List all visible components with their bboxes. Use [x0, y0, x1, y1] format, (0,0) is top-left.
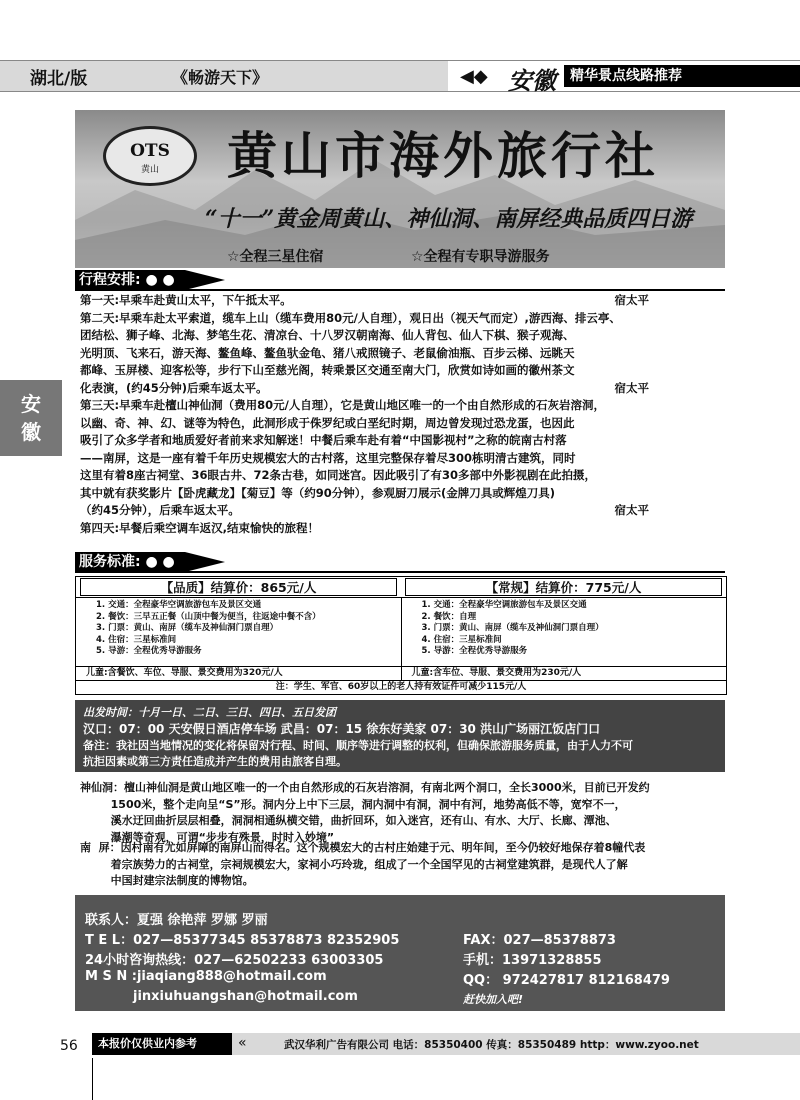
logo-text: OTS — [130, 141, 170, 161]
logo-subtext: 黄山 — [140, 165, 159, 175]
arrow-triangle-icon — [185, 270, 225, 290]
region-label: 湖北/版 — [30, 69, 88, 89]
itinerary-line: 团结松、狮子峰、北海、梦笔生花、清凉台、十八罗汉朝南海、仙人背包、仙人下棋、猴子观海、 — [80, 328, 575, 342]
divider — [75, 289, 725, 291]
arrow-diamond-icon: ◀◆ — [460, 66, 488, 87]
desc-line: 溪水迂回曲折层层相叠，洞洞相通纵横交错，曲折回环，如入迷宫，还有山、有水、大厅、长廊、潭池、 — [80, 814, 617, 827]
premium-items — [76, 598, 401, 666]
itinerary-line: 光明顶、飞来石，游天海、鳌鱼峰、鳌鱼驮金龟、猪八戒照镜子、老鼠偷油瓶、百步云梯、远眺天 — [80, 345, 575, 360]
list-item: 4. 住宿：三星标准间 — [96, 634, 177, 645]
itinerary-line: 都峰、玉屏楼、迎客松等，步行下山至慈光阁，转乘景区交通至南大门，欣赏如诗如画的徽州茶文 — [80, 363, 575, 377]
service-table — [75, 576, 727, 695]
service-tier-headers — [76, 577, 726, 597]
standard-child-price: 儿童:含车位、导服、景交费用为230元/人 — [401, 667, 727, 680]
departure-dates: 出发时间：十月一日、二日、三日、四日、五日发团 — [83, 706, 336, 719]
itinerary-line: 第三天:早乘车赴檀山神仙洞（费用80元/人自理），它是黄山地区唯一的一个由自然形成的石灰岩溶洞， — [80, 398, 606, 412]
itinerary-heading: 行程安排: ● ● — [75, 270, 185, 290]
hero-banner — [75, 110, 725, 268]
discount-note: 注：学生、军官、60岁以上的老人持有效证件可减少115元/人 — [76, 680, 726, 694]
departure-locations: 汉口：07：00 天安假日酒店停车场 武昌：07：15 徐东好美家 07：30 洪山广场丽江饭店门口 — [83, 722, 601, 736]
service-details — [76, 597, 726, 666]
itinerary-line: 第四天:早餐后乘空调车返汉,结束愉快的旅程！ — [80, 520, 319, 535]
list-item: 4. 住宿：三星标准间 — [421, 634, 502, 645]
arrow-triangle-icon — [185, 552, 225, 572]
standard-items — [401, 598, 727, 666]
itinerary-line: 第一天:早乘车赴黄山太平，下午抵太平。 宿太平 — [80, 293, 649, 307]
desc-line: 1500米，整个走向呈“S”形。洞内分上中下三层，洞内洞中有洞，洞中有河，地势高低不等，宽窄不一， — [80, 797, 626, 811]
footer-company: 武汉华利广告有限公司 电话：85350400 传真：85350489 http：www.zyoo.net — [284, 1039, 699, 1051]
cave-description — [80, 780, 725, 846]
service-heading-bar — [75, 552, 725, 572]
itinerary-body — [0, 292, 800, 542]
footer-rule — [92, 1058, 93, 1100]
nanping-description — [80, 840, 725, 890]
itinerary-line: 这里有着8座古祠堂、36眼古井、72条古巷，如同迷宫。因此吸引了有30多部中外影视剧在此拍摄， — [80, 468, 597, 482]
feature-hotel: ☆全程三星住宿 — [227, 249, 324, 265]
magazine-title: 《畅游天下》 — [172, 68, 269, 87]
itinerary-heading-bar — [75, 270, 725, 290]
departure-box — [75, 700, 725, 772]
list-item: 2. 餐饮：自理 — [421, 611, 477, 622]
list-item: 5. 导游：全程优秀导游服务 — [421, 646, 528, 656]
desc-line: 瀑潮等奇观，可谓“步步有殊景，时时入妙境” — [80, 830, 335, 844]
itinerary-line: 第二天:早乘车赴太平索道，缆车上山（缆车费用80元/人自理），观日出（视天气而定）,游西海、排云亭、 — [80, 310, 621, 325]
list-item: 5. 导游：全程优秀导游服务 — [96, 646, 202, 656]
footer-band — [92, 1033, 800, 1055]
itinerary-line: 以幽、奇、神、幻、谜等为特色，此洞形成于侏罗纪或白垩纪时期，周边曾发现过恐龙蛋，也因此 — [80, 415, 575, 430]
province-label: 安徽 — [508, 66, 556, 95]
footer-note: 本报价仅供业内参考 — [92, 1033, 232, 1055]
premium-child-price: 儿童:含餐饮、车位、导服、景交费用为320元/人 — [86, 668, 283, 678]
tier-standard-price: 【常规】结算价：775元/人 — [405, 578, 722, 596]
desc-line: 中国封建宗法制度的博物馆。 — [80, 874, 254, 887]
contact-hotline: 24小时咨询热线：027—62502233 63003305 — [85, 953, 384, 968]
contact-fax: FAX：027—85378873 — [463, 933, 616, 948]
feature-guide: ☆全程有专职导游服务 — [411, 249, 550, 265]
contact-tel: T E L：027—85377345 85378873 82352905 — [85, 933, 400, 948]
contact-box — [75, 895, 725, 1011]
remark-line: 抗拒因素或第三方责任造成并产生的费用由旅客自理。 — [83, 755, 347, 768]
itinerary-line: 吸引了众多学者和地质爱好者前来求知解迷！中餐后乘车赴有着“中国影视村”之称的皖南古村落 — [80, 433, 567, 447]
ots-logo — [103, 126, 197, 186]
contact-people: 联系人：夏强 徐艳萍 罗娜 罗丽 — [85, 913, 268, 928]
list-item: 1. 交通：全程豪华空调旅游包车及景区交通 — [96, 600, 262, 610]
itinerary-line: 化表演，(约45分钟)后乘车返太平。 宿太平 — [80, 380, 649, 395]
agency-title: 黄山市海外旅行社 — [227, 126, 659, 185]
contact-qq: QQ： 972427817 812168479 — [463, 973, 670, 988]
tier-premium-price: 【品质】结算价：865元/人 — [80, 578, 397, 596]
join-slogan: 赶快加入吧! — [463, 993, 524, 1006]
contact-msn: M S N :jiaqiang888@hotmail.com — [85, 969, 327, 984]
desc-line: 神仙洞：檀山神仙洞是黄山地区唯一的一个由自然形成的石灰岩溶洞，有南北两个洞口，全长3000米，目前已开发约 — [80, 781, 650, 794]
list-item: 1. 交通：全程豪华空调旅游包车及景区交通 — [421, 600, 587, 610]
double-chevron-icon: « — [238, 1035, 247, 1051]
header-band — [0, 60, 800, 95]
contact-msn-2: jinxiuhuangshan@hotmail.com — [133, 989, 358, 1004]
side-tab-label: 安徽 — [21, 392, 41, 444]
list-item: 3. 门票：黄山、南屏（缆车及神仙洞门票自理） — [96, 623, 279, 633]
header-right-panel — [448, 61, 800, 95]
tour-subtitle: “十一”黄金周黄山、神仙洞、南屏经典品质四日游 — [205, 206, 693, 232]
desc-line: 着宗族势力的古祠堂，宗祠规模宏大，家祠小巧玲珑，组成了一个全国罕见的古祠堂建筑群，是现代人了解 — [80, 857, 628, 871]
itinerary-line: ——南屏，这是一座有着千年历史规模宏大的古村落，这里完整保存着尽300栋明清古建筑，同时 — [80, 450, 576, 465]
page-number: 56 — [60, 1038, 78, 1054]
divider — [75, 571, 725, 573]
contact-mobile: 手机：13971328855 — [463, 953, 602, 968]
itinerary-line: （约45分钟），后乘车返太平。 宿太平 — [80, 503, 649, 517]
itinerary-line: 其中就有获奖影片【卧虎藏龙】【菊豆】等（约90分钟），参观厨刀展示(金牌刀具或辉煌刀具) — [80, 485, 556, 500]
header-slogan: 精华景点线路推荐 — [564, 65, 800, 87]
service-heading: 服务标准: ● ● — [75, 552, 185, 572]
child-pricing-row — [76, 666, 726, 680]
desc-line: 南 屏：因村南有尤如屏障的南屏山而得名。这个规模宏大的古村庄始建于元、明年间，至今仍较好地保存着8幢代表 — [80, 841, 646, 854]
list-item: 2. 餐饮：三早五正餐（山顶中餐为便当，往返途中餐不含） — [96, 611, 321, 622]
list-item: 3. 门票：黄山、南屏（缆车及神仙洞门票自理） — [421, 623, 604, 633]
remark-line: 备注：我社因当地情况的变化将保留对行程、时间、顺序等进行调整的权利，但确保旅游服务质量，由于人力不可 — [83, 739, 633, 752]
